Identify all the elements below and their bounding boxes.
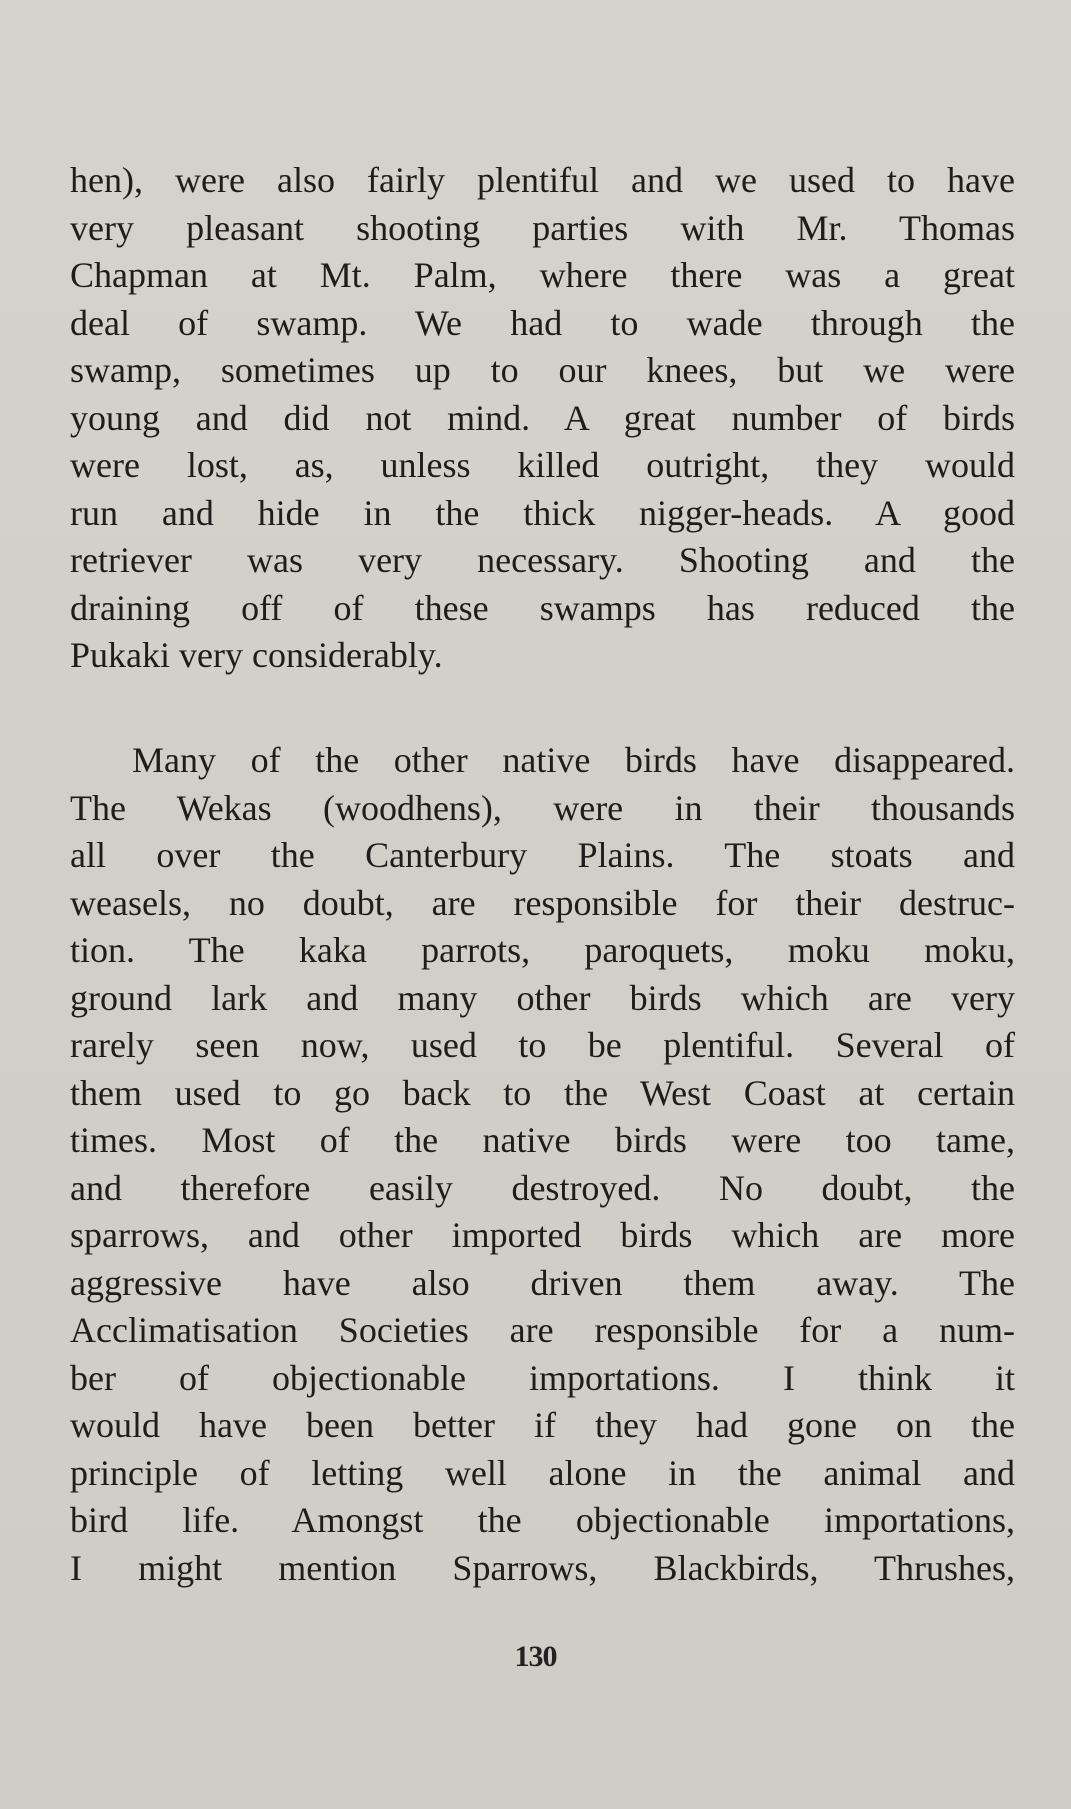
text-line: retriever was very necessary. Shooting and the: [70, 540, 1015, 580]
text-line: were lost, as, unless killed outright, they would: [70, 445, 1015, 485]
text-line: them used to go back to the West Coast at certain: [70, 1072, 1015, 1113]
text-line: rarely seen now, used to be plentiful. Several of: [70, 1025, 1015, 1065]
text-line: The Wekas (woodhens), were in their thousands: [70, 787, 1015, 828]
text-line: ber of objectionable importations. I think it: [70, 1357, 1015, 1398]
page-number: 130: [514, 1640, 557, 1673]
text-line: swamp, sometimes up to our knees, but we were: [70, 350, 1015, 390]
text-line: would have been better if they had gone on the: [70, 1405, 1015, 1445]
paragraph-1: [70, 157, 1015, 680]
text-line: all over the Canterbury Plains. The stoats and: [70, 835, 1015, 875]
text-line: Chapman at Mt. Palm, where there was a great: [70, 255, 1015, 295]
text-line: times. Most of the native birds were too tame,: [70, 1120, 1015, 1160]
text-line: Acclimatisation Societies are responsible for a num-: [70, 1310, 1015, 1350]
text-line: run and hide in the thick nigger-heads. A good: [70, 492, 1015, 533]
text-line: tion. The kaka parrots, paroquets, moku moku,: [70, 930, 1015, 970]
text-line: ground lark and many other birds which are very: [70, 977, 1015, 1018]
text-line: principle of letting well alone in the animal and: [70, 1452, 1015, 1493]
text-line: sparrows, and other imported birds which are more: [70, 1215, 1015, 1255]
text-line: aggressive have also driven them away. The: [70, 1262, 1015, 1303]
text-line: young and did not mind. A great number of birds: [70, 397, 1015, 438]
text-line: weasels, no doubt, are responsible for their destruc-: [70, 882, 1015, 923]
text-line: Many of the other native birds have disappeared.: [132, 740, 1015, 780]
text-line: and therefore easily destroyed. No doubt, the: [70, 1167, 1015, 1208]
text-line: bird life. Amongst the objectionable importations,: [70, 1500, 1015, 1540]
text-line: hen), were also fairly plentiful and we used to have: [70, 160, 1015, 200]
text-line: Pukaki very considerably.: [70, 635, 443, 675]
text-line: I might mention Sparrows, Blackbirds, Thrushes,: [70, 1547, 1015, 1588]
text-line: very pleasant shooting parties with Mr. Thomas: [70, 207, 1015, 248]
text-line: draining off of these swamps has reduced the: [70, 587, 1015, 628]
paragraph-2: [70, 737, 1015, 1592]
text-line: deal of swamp. We had to wade through the: [70, 302, 1015, 343]
